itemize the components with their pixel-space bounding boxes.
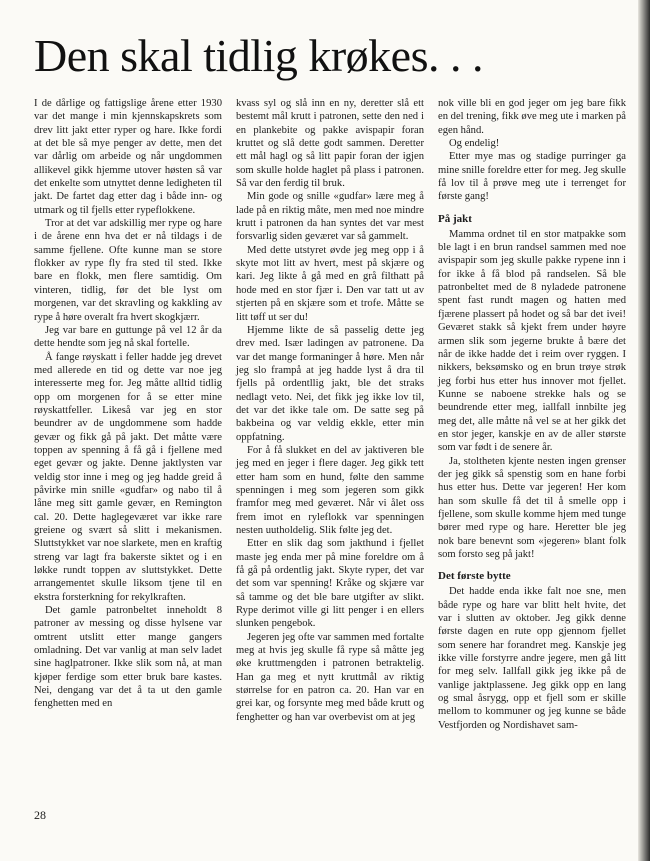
text-columns [34,97,628,732]
paragraph: kvass syl og slå inn en ny, deretter slå ett bestemt mål krutt i patronen, sette den ned i en plankebite og pakke avispapir foran kruttet og slå dette godt sammen. Deretter ett mål hagl og så litt papir foran der igjen som skulle holde haglet på plass i patronen. Så var den ferdig til bruk. [236,98,424,190]
page-number: 28 [34,808,46,822]
paragraph: Det gamle patronbeltet inneholdt 8 patroner av messing og disse hylsene var omtrent utslitt etter mange gangers omladning. Det var vanlig at man selv ladet sine haglpatroner. Ikke slik som nå, at man kjøper ferdige som etter bruk bare kastes. Nei, dengang var det å ta ut den gamle fenghetten med en [34,605,222,710]
paragraph: nok ville bli en god jeger om jeg bare fikk en del trening, fikk øve meg ute i marken på egen hånd. [438,98,626,136]
paragraph: Tror at det var adskillig mer rype og hare i de årene enn hva det er nå tildags i de samme fjellene. Ofte kunne man se store flokker av rype fly fra sted til sted. Ikke bare en flokk, men flere samtidig. Om vinteren, tidlig, før det ble lyst om morgenen, var det skravling og kakkling av rype å høre overalt fra hvert skogkjærr. [34,218,222,323]
article-title: Den skal tidlig krøkes. . . [34,30,483,81]
paragraph: Med dette utstyret øvde jeg meg opp i å skyte mot litt av hvert, mest på skjære og kari. Jeg likte å gå med en grå filthatt på hode med en stor fjær i. Den var tatt ut av stjerten på en skjære som et trofe. Måtte se litt tøff ut ser du! [236,244,424,323]
paragraph: I de dårlige og fattigslige årene etter 1930 var det mange i min kjennskapskrets som drev litt jakt etter ryper og hare. Ikke fordi at det ble så mye penger av dette, men det var dårlig om arbeide og når ungdommen allikevel gikk hjemme utover høsten så var det enkelte som utnyttet denne ledigheten til jakt. De fartet dag etter dag i både inn- og utmark og til fjells etter rypeflokkene. [34,98,222,216]
column-2 [236,97,424,732]
paragraph: Etter mye mas og stadige purringer ga mine snille foreldre etter for meg. Jeg skulle få lov til å prøve meg ute i terrenget for første gang! [438,151,626,203]
paragraph: Jegeren jeg ofte var sammen med fortalte meg at hvis jeg skulle få rype så måtte jeg øke kruttmengden i patronen betraktelig. Han ga meg et nytt kruttmål av riktig størrelse for en patron ca. 20. Han var en grei kar, og forsynte meg med både krutt og fenghetter og han var overbevist om at jeg [236,631,424,723]
paragraph: Det hadde enda ikke falt noe sne, men både rype og hare var blitt helt hvite, det var i slutten av oktober. Jeg gikk denne første dagen en rute opp gjennom fjellet som senere har forandret meg. Kanskje jeg ikke ville forstyrre andre jegere, men gå litt for meg selv. Iallfall gikk jeg ikke på de vanlige jaktplassene. Jeg gikk opp en lang og smal åsrygg, opp et fjell som er skille mellom to kommuner og jeg kunne se både Vestfjorden og Nordishavet sam- [438,586,626,731]
column-1 [34,97,222,732]
paragraph: Å fange røyskatt i feller hadde jeg drevet med allerede en tid og dette var noe jeg interesserte meg for. Jeg måtte alltid tidlig opp om morgenen for å se etter mine røyskattfeller. Likeså var jeg en stor beundrer av de ungdommene som hadde gevær og fikk gå på jakt. Det måtte være toppen av spenning å få gå i fjellene med eget gevær og jakte. Denne jaktlysten var veldig stor inne i meg og jeg hadde greid å påvirke min snille «gudfar» og nabo til å låne meg sitt gamle gevær, en Remington cal. 20. Dette haglegeværet var ikke rare greiene og svært så slitt i mekanismen. Sluttstykket var noe slarkete, men en kraftig streng var lagt fra bakerste siktet og i en løkke rundt toppen av sluttstykket. Dette arrangementet skulle liksom tjene til en ekstra forsterkning for rekylkraften. [34,351,222,603]
paragraph: Ja, stoltheten kjente nesten ingen grenser der jeg gikk så spenstig som en hane forbi hus etter hus. Dette var jegeren! Her kom han som skulle få det til å smelle opp i fjellene, som skulle komme hjem med tunge bører med rype og hare. Heretter ble jeg nok bare benevnt som «jegeren» blant folk som forsto seg på jakt! [438,455,626,560]
paragraph: Hjemme likte de så passelig dette jeg drev med. Især ladingen av patronene. Da var det mange formaninger å høre. Men når jeg slo frampå at jeg hadde lyst å dra til fjells på ordentllig jakt, ble det straks nedlagt veto. Nei, det fikk jeg ikke lov til, det var det ikke tale om. De satte seg på bakbeina og var veldig ekkle, etter min oppfatning. [236,324,424,443]
column-3 [438,97,626,732]
page-spine-shadow [638,0,650,861]
paragraph: Mamma ordnet til en stor matpakke som ble lagt i en brun randsel sammen med noe avispapir som jeg skulle pakke rypene inn i for ikke å få blod på randselen. Så ble patronbeltet med de 8 nyladede patronene spent fast rundt magen og hatten med fjærene plassert på hodet og så bar det ivei! Geværet stakk så kjekt frem under høyre armen slik som jegerne brukte å bære det når de ikke hadde det i reim over ryggen. I nikkers, beksømsko og en brun trøye strøk jeg forbi hus etter hus innover mot fjellet. Kunne se naboene strekke hals og se beundrende etter meg, iallfall innbilte jeg meg det, alle måtte nå vel se at her gikk det en stor jeger, kanskje en av de aller største som var født i de senere år. [438,228,626,454]
paragraph: Etter en slik dag som jakthund i fjellet maste jeg enda mer på mine foreldre om å få gå på ordentlig jakt. Skyte ryper, det var det som var spenning! Kråke og skjære var så tamme og det ble bare utgifter av slikt. Rype derimot ville gi litt penger i en ellers slunken pengebok. [236,538,424,630]
paragraph: Jeg var bare en guttunge på vel 12 år da dette hendte som jeg nå skal fortelle. [34,324,222,350]
section-heading: På jakt [438,212,472,225]
paragraph: Min gode og snille «gudfar» lære meg å lade på en riktig måte, men med noe mindre krutt i patronen da han syntes det var mest forsvarlig siden geværet var så gammelt. [236,191,424,243]
section-heading: Det første bytte [438,570,511,583]
paragraph: For å få slukket en del av jaktiveren ble jeg med en jeger i flere dager. Jeg gikk tett etter ham som en hund, følte den samme spenningen i meg som jegeren som gikk framfor meg med geværet. Når vi ålet oss frem imot en ryleflokk var spenningen nesten uutholdelig. Slik følte jeg det. [236,444,424,536]
paragraph: Og endelig! [449,138,500,150]
